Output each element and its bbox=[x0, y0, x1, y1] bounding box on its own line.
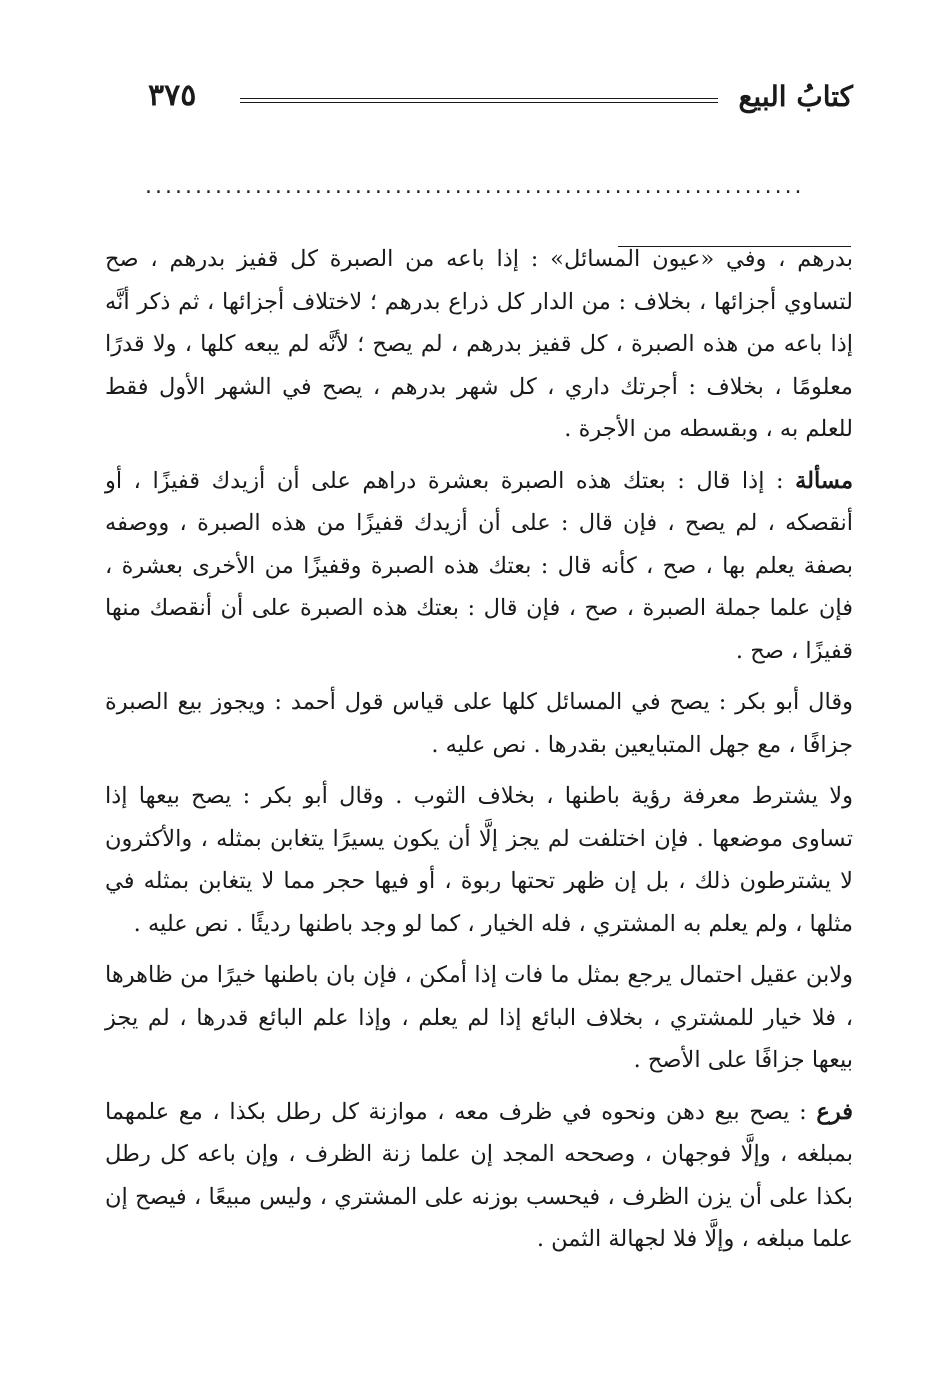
separator-dots: .................................................................. bbox=[145, 174, 805, 199]
paragraph-lead-word: فرع bbox=[816, 1098, 853, 1125]
chapter-title: كتابُ البيع bbox=[738, 80, 853, 113]
paragraph-text: بدرهم ، وفي «عيون المسائل» : إذا باعه من الصبرة كل قفيز بدرهم ، صح لتساوي أجزائها ، بخلاف : من الدار كل ذراع بدرهم ؛ لاختلاف أجزائها ، ثم ذكر أنَّه إذا باعه من هذه الصبرة ، كل قفيز بدرهم ، لم يصح ؛ لأنَّه لم يبعه كلها ، ولا قدرًا معلومًا ، بخلاف : أجرتك داري ، كل شهر بدرهم ، يصح في الشهر الأول فقط للعلم به ، وبقسطه من الأجرة . bbox=[105, 246, 853, 442]
paragraph-text: : إذا قال : بعتك هذه الصبرة بعشرة دراهم على أن أزيدك قفيزًا ، أو أنقصكه ، لم يصح ، فإن قال : على أن أزيدك قفيزًا من هذه الصبرة ، ووصفه بصفة يعلم بها ، صح ، كأنه قال : بعتك هذه الصبرة وقفيزًا من الأخرى بعشرة ، فإن علما جملة الصبرة ، صح ، فإن قال : بعتك هذه الصبرة على أن أنقصك منها قفيزًا ، صح . bbox=[105, 467, 853, 664]
paragraph-text: : يصح بيع دهن ونحوه في ظرف معه ، موازنة كل رطل بكذا ، مع علمهما بمبلغه ، وإلَّا فوجهان ، وصححه المجد إن علما زنة الظرف ، وإن باعه كل رطل بكذا على أن يزن الظرف ، فيحسب بوزنه على المشتري ، وليس مبيعًا ، فيصح إن علما مبلغه ، وإلَّا فلا لجهالة الثمن . bbox=[105, 1098, 853, 1252]
paragraph-text: ولا يشترط معرفة رؤية باطنها ، بخلاف الثوب . وقال أبو بكر : يصح بيعها إذا تساوى موضعها . فإن اختلفت لم يجز إلَّا أن يكون يسيرًا يتغابن بمثله ، والأكثرون لا يشترطون ذلك ، بل إن ظهر تحتها ربوة ، أو فيها حجر مما لا يتغابن بمثله في مثلها ، ولم يعلم به المشتري ، فله الخيار ، كما لو وجد باطنها رديئًا . نص عليه . bbox=[105, 783, 853, 937]
page-number: ٣٧٥ bbox=[148, 78, 197, 113]
header-rule bbox=[240, 98, 718, 103]
paragraph bbox=[105, 954, 853, 1082]
paragraph-text: ولابن عقيل احتمال يرجع بمثل ما فات إذا أمكن ، فإن بان باطنها خيرًا من ظاهرها ، فلا خيار للمشتري ، بخلاف البائع إذا لم يعلم ، وإذا علم البائع قدرها ، لم يجز بيعها جزافًا على الأصح . bbox=[105, 962, 853, 1073]
paragraph bbox=[105, 238, 853, 451]
paragraph bbox=[105, 1091, 853, 1261]
page-body bbox=[105, 238, 853, 1261]
paragraph bbox=[105, 775, 853, 945]
running-header bbox=[148, 72, 853, 122]
paragraph bbox=[105, 460, 853, 673]
paragraph-lead-word: مسألة bbox=[795, 467, 853, 494]
paragraph bbox=[105, 681, 853, 766]
paragraph-text: وقال أبو بكر : يصح في المسائل كلها على قياس قول أحمد : ويجوز بيع الصبرة جزافًا ، مع جهل المتبايعين بقدرها . نص عليه . bbox=[105, 689, 853, 758]
